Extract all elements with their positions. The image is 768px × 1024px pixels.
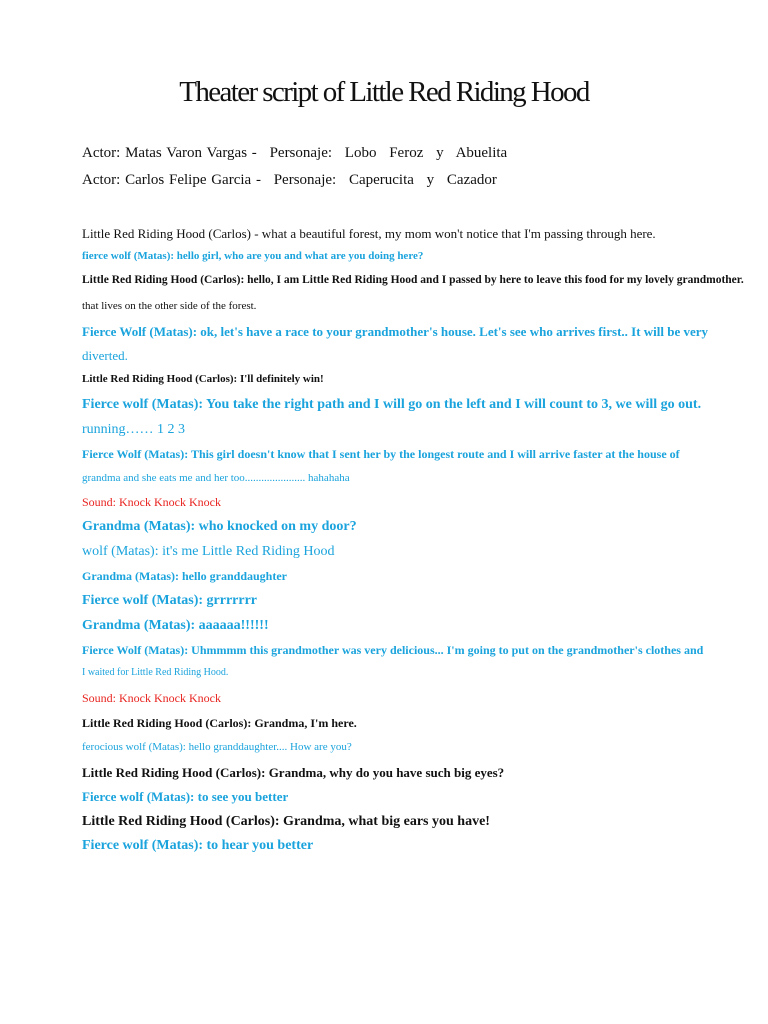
script-line: Fierce Wolf (Matas): ok, let's have a race to your grandmother's house. Let's see who arrives first.. It will be very [82,324,709,339]
script-line: grandma and she eats me and her too...................... hahahaha [82,472,350,484]
script-line: Little Red Riding Hood (Carlos) - what a beautiful forest, my mom won't notice that I'm passing through here. [82,226,656,241]
script-line: Little Red Riding Hood (Carlos): Grandma, I'm here. [82,716,357,730]
actor-line-carlos [82,172,497,189]
actor-name: Actor: Carlos Felipe Garcia - [82,172,261,188]
actor-name: Actor: Matas Varon Vargas - [82,145,257,161]
script-line: Fierce wolf (Matas): to hear you better [82,838,314,853]
sound-cue: Sound: Knock Knock Knock [82,691,221,705]
role: Abuelita [455,145,508,161]
script-line: that lives on the other side of the forest. [82,300,257,312]
script-line: Little Red Riding Hood (Carlos): Grandma, why do you have such big eyes? [82,765,505,780]
role: Caperucita [348,172,414,188]
script-line: diverted. [82,348,128,363]
page-title: Theater script of Little Red Riding Hood [179,76,589,108]
script-line: Grandma (Matas): hello granddaughter [82,569,287,583]
script-line: Fierce Wolf (Matas): This girl doesn't know that I sent her by the longest route and I will arrive faster at the house of [82,447,680,461]
role: y [426,172,435,188]
script-line: Fierce wolf (Matas): You take the right path and I will go on the left and I will count to 3, we will go out. [82,397,702,412]
role: Lobo [344,145,377,161]
script-line: Fierce wolf (Matas): to see you better [82,789,289,804]
script-line: Grandma (Matas): who knocked on my door? [82,519,357,534]
script-line: Grandma (Matas): aaaaaa!!!!!! [82,618,269,633]
role: Feroz [389,145,424,161]
role: Cazador [446,172,497,188]
actor-line-matas [82,145,507,162]
sound-cue: Sound: Knock Knock Knock [82,495,221,509]
script-line: fierce wolf (Matas): hello girl, who are you and what are you doing here? [82,250,424,262]
script-line: I waited for Little Red Riding Hood. [82,667,229,678]
script-line: running…… 1 2 3 [82,422,186,437]
script-line: Little Red Riding Hood (Carlos): hello, I am Little Red Riding Hood and I passed by here to leave this food for my lovely grandmother. [82,274,744,286]
personaje-label: Personaje: [269,145,333,161]
script-line: wolf (Matas): it's me Little Red Riding Hood [82,544,335,559]
script-line: Fierce Wolf (Matas): Uhmmmm this grandmother was very delicious... I'm going to put on the grandmother's clothes and [82,643,704,657]
script-line: ferocious wolf (Matas): hello granddaughter.... How are you? [82,741,352,753]
script-line: Little Red Riding Hood (Carlos): Grandma, what big ears you have! [82,814,490,829]
role: y [436,145,444,161]
script-line: Little Red Riding Hood (Carlos): I'll definitely win! [82,373,324,385]
personaje-label: Personaje: [273,172,337,188]
script-line: Fierce wolf (Matas): grrrrrrr [82,593,258,608]
